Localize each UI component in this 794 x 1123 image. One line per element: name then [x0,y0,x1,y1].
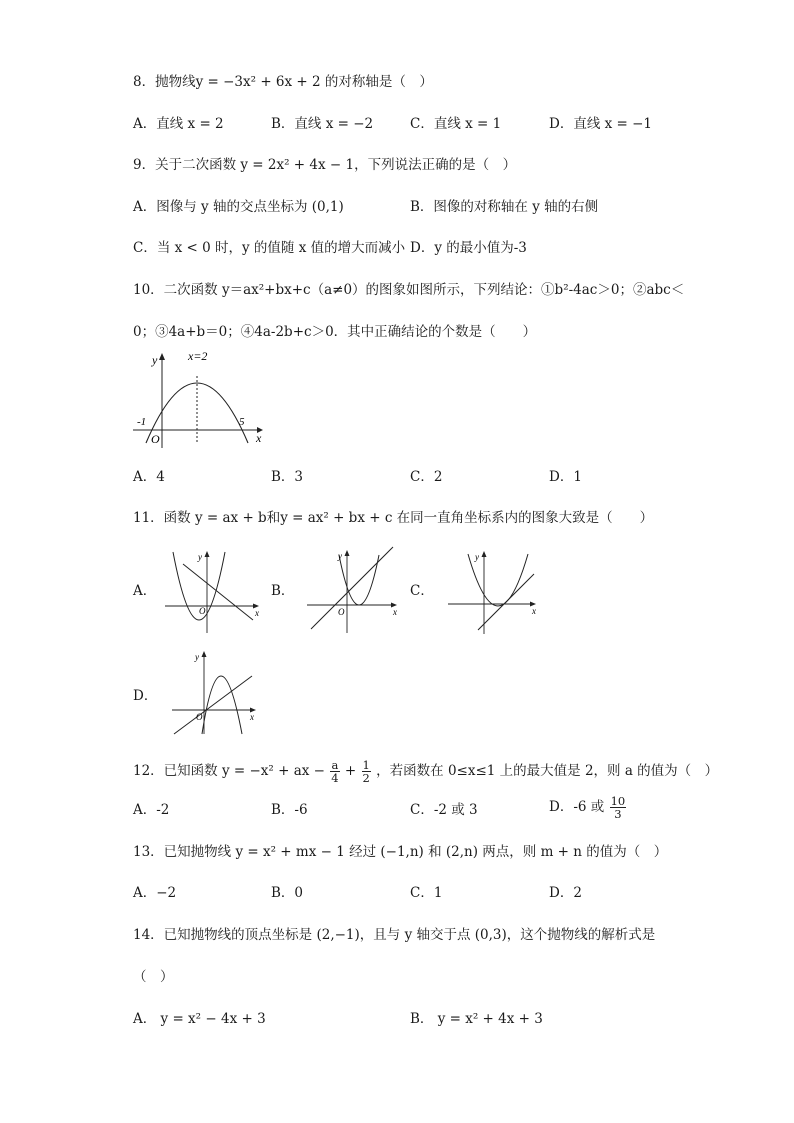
q12-stem-post: ，若函数在 0≤x≤1 上的最大值是 2，则 a 的值为（ ） [376,763,719,779]
svg-text:O: O [196,712,203,722]
q9-stem: 9．关于二次函数 y = 2x² + 4x − 1，下列说法正确的是（ ） [133,157,517,173]
q11-option-a-label[interactable]: A． [133,583,157,599]
q14-stem-line2: （ ） [133,969,174,985]
q9-option-a[interactable]: A．图像与 y 轴的交点坐标为 (0,1) [133,199,344,215]
svg-text:y: y [475,552,479,562]
q10-stem-line1: 10．二次函数 y＝ax²+bx+c（a≠0）的图象如图所示，下列结论：①b²-4ac＞0；②abc＜ [133,282,685,298]
svg-text:y: y [338,551,342,561]
q9-option-b[interactable]: B．图像的对称轴在 y 轴的右侧 [410,199,599,215]
q10-option-a[interactable]: A．4 [133,469,165,485]
q10-stem-line2: 0；③4a+b＝0；④4a-2b+c＞0．其中正确结论的个数是（ ） [133,324,537,340]
q12-option-c[interactable]: C．-2 或 3 [410,802,478,818]
q12-option-a[interactable]: A．-2 [133,802,170,818]
q10-label-origin: O [151,432,160,446]
svg-text:y: y [195,652,199,662]
q10-label-y: y [152,353,158,367]
q8-stem: 8．抛物线y = −3x² + 6x + 2 的对称轴是（ ） [133,74,433,90]
q14-option-b[interactable]: B． y = x² + 4x + 3 [410,1011,543,1027]
q13-stem: 13．已知抛物线 y = x² + mx − 1 经过 (−1,n) 和 (2,n) 两点，则 m + n 的值为（ ） [133,844,668,860]
q14-stem-line1: 14．已知抛物线的顶点坐标是 (2,−1)，且与 y 轴交于点 (0,3)，这个抛物线的解析式是 [133,927,656,943]
q12-option-d[interactable]: D．-6 或 $\frac{10}{3}$ [549,794,626,821]
svg-text:x: x [255,608,259,618]
q12-option-b[interactable]: B．-6 [271,802,308,818]
q10-label-axis: x=2 [188,349,208,363]
q8-option-b[interactable]: B．直线 x = −2 [271,116,374,132]
q12-stem-pre: 12．已知函数 y = −x² + ax − [133,763,325,779]
q10-option-d[interactable]: D．1 [549,469,582,485]
q11-graph-b[interactable] [303,545,403,635]
q10-option-b[interactable]: B．3 [271,469,304,485]
q11-option-d-label[interactable]: D． [133,688,158,704]
q8-option-c[interactable]: C．直线 x = 1 [410,116,502,132]
q12-fraction-a-over-4: $\frac{a}{4}$ [331,758,339,785]
q12-fraction-10-over-3: $\frac{10}{3}$ [610,794,626,821]
q9-option-d[interactable]: D．y 的最小值为-3 [410,240,527,256]
q12-fraction-1-over-2: $\frac{1}{2}$ [362,758,370,785]
q11-graph-a[interactable] [163,548,263,636]
q14-option-a[interactable]: A． y = x² − 4x + 3 [133,1011,266,1027]
q12-stem [133,759,718,784]
q11-option-c-label[interactable]: C． [410,583,434,599]
q10-label-x: x [256,431,262,445]
q11-option-b-label[interactable]: B． [271,583,295,599]
q13-option-a[interactable]: A．−2 [133,885,177,901]
q8-option-d[interactable]: D．直线 x = −1 [549,116,653,132]
svg-text:x: x [393,607,397,617]
q13-option-c[interactable]: C．1 [410,885,443,901]
q10-y-arrow [159,353,165,360]
q10-label-right: 5 [239,416,245,428]
svg-text:O: O [199,606,206,616]
q11-stem: 11．函数 y = ax + b和y = ax² + bx + c 在同一直角坐标系内的图象大致是（ ） [133,510,654,526]
q13-option-d[interactable]: D．2 [549,885,582,901]
q8-option-a[interactable]: A．直线 x = 2 [133,116,224,132]
svg-text:x: x [250,712,254,722]
svg-text:x: x [532,606,536,616]
svg-text:O: O [338,607,345,617]
q10-parabola-graph [133,348,273,450]
svg-text:y: y [198,552,202,562]
q11-graph-d[interactable] [168,648,268,736]
q9-option-c[interactable]: C．当 x < 0 时，y 的值随 x 值的增大而减小 [133,240,406,256]
q10-label-left: -1 [137,416,147,428]
q10-option-c[interactable]: C．2 [410,469,443,485]
q12-plus: + [344,763,357,779]
q13-option-b[interactable]: B．0 [271,885,304,901]
q11-graph-c[interactable] [444,548,544,636]
